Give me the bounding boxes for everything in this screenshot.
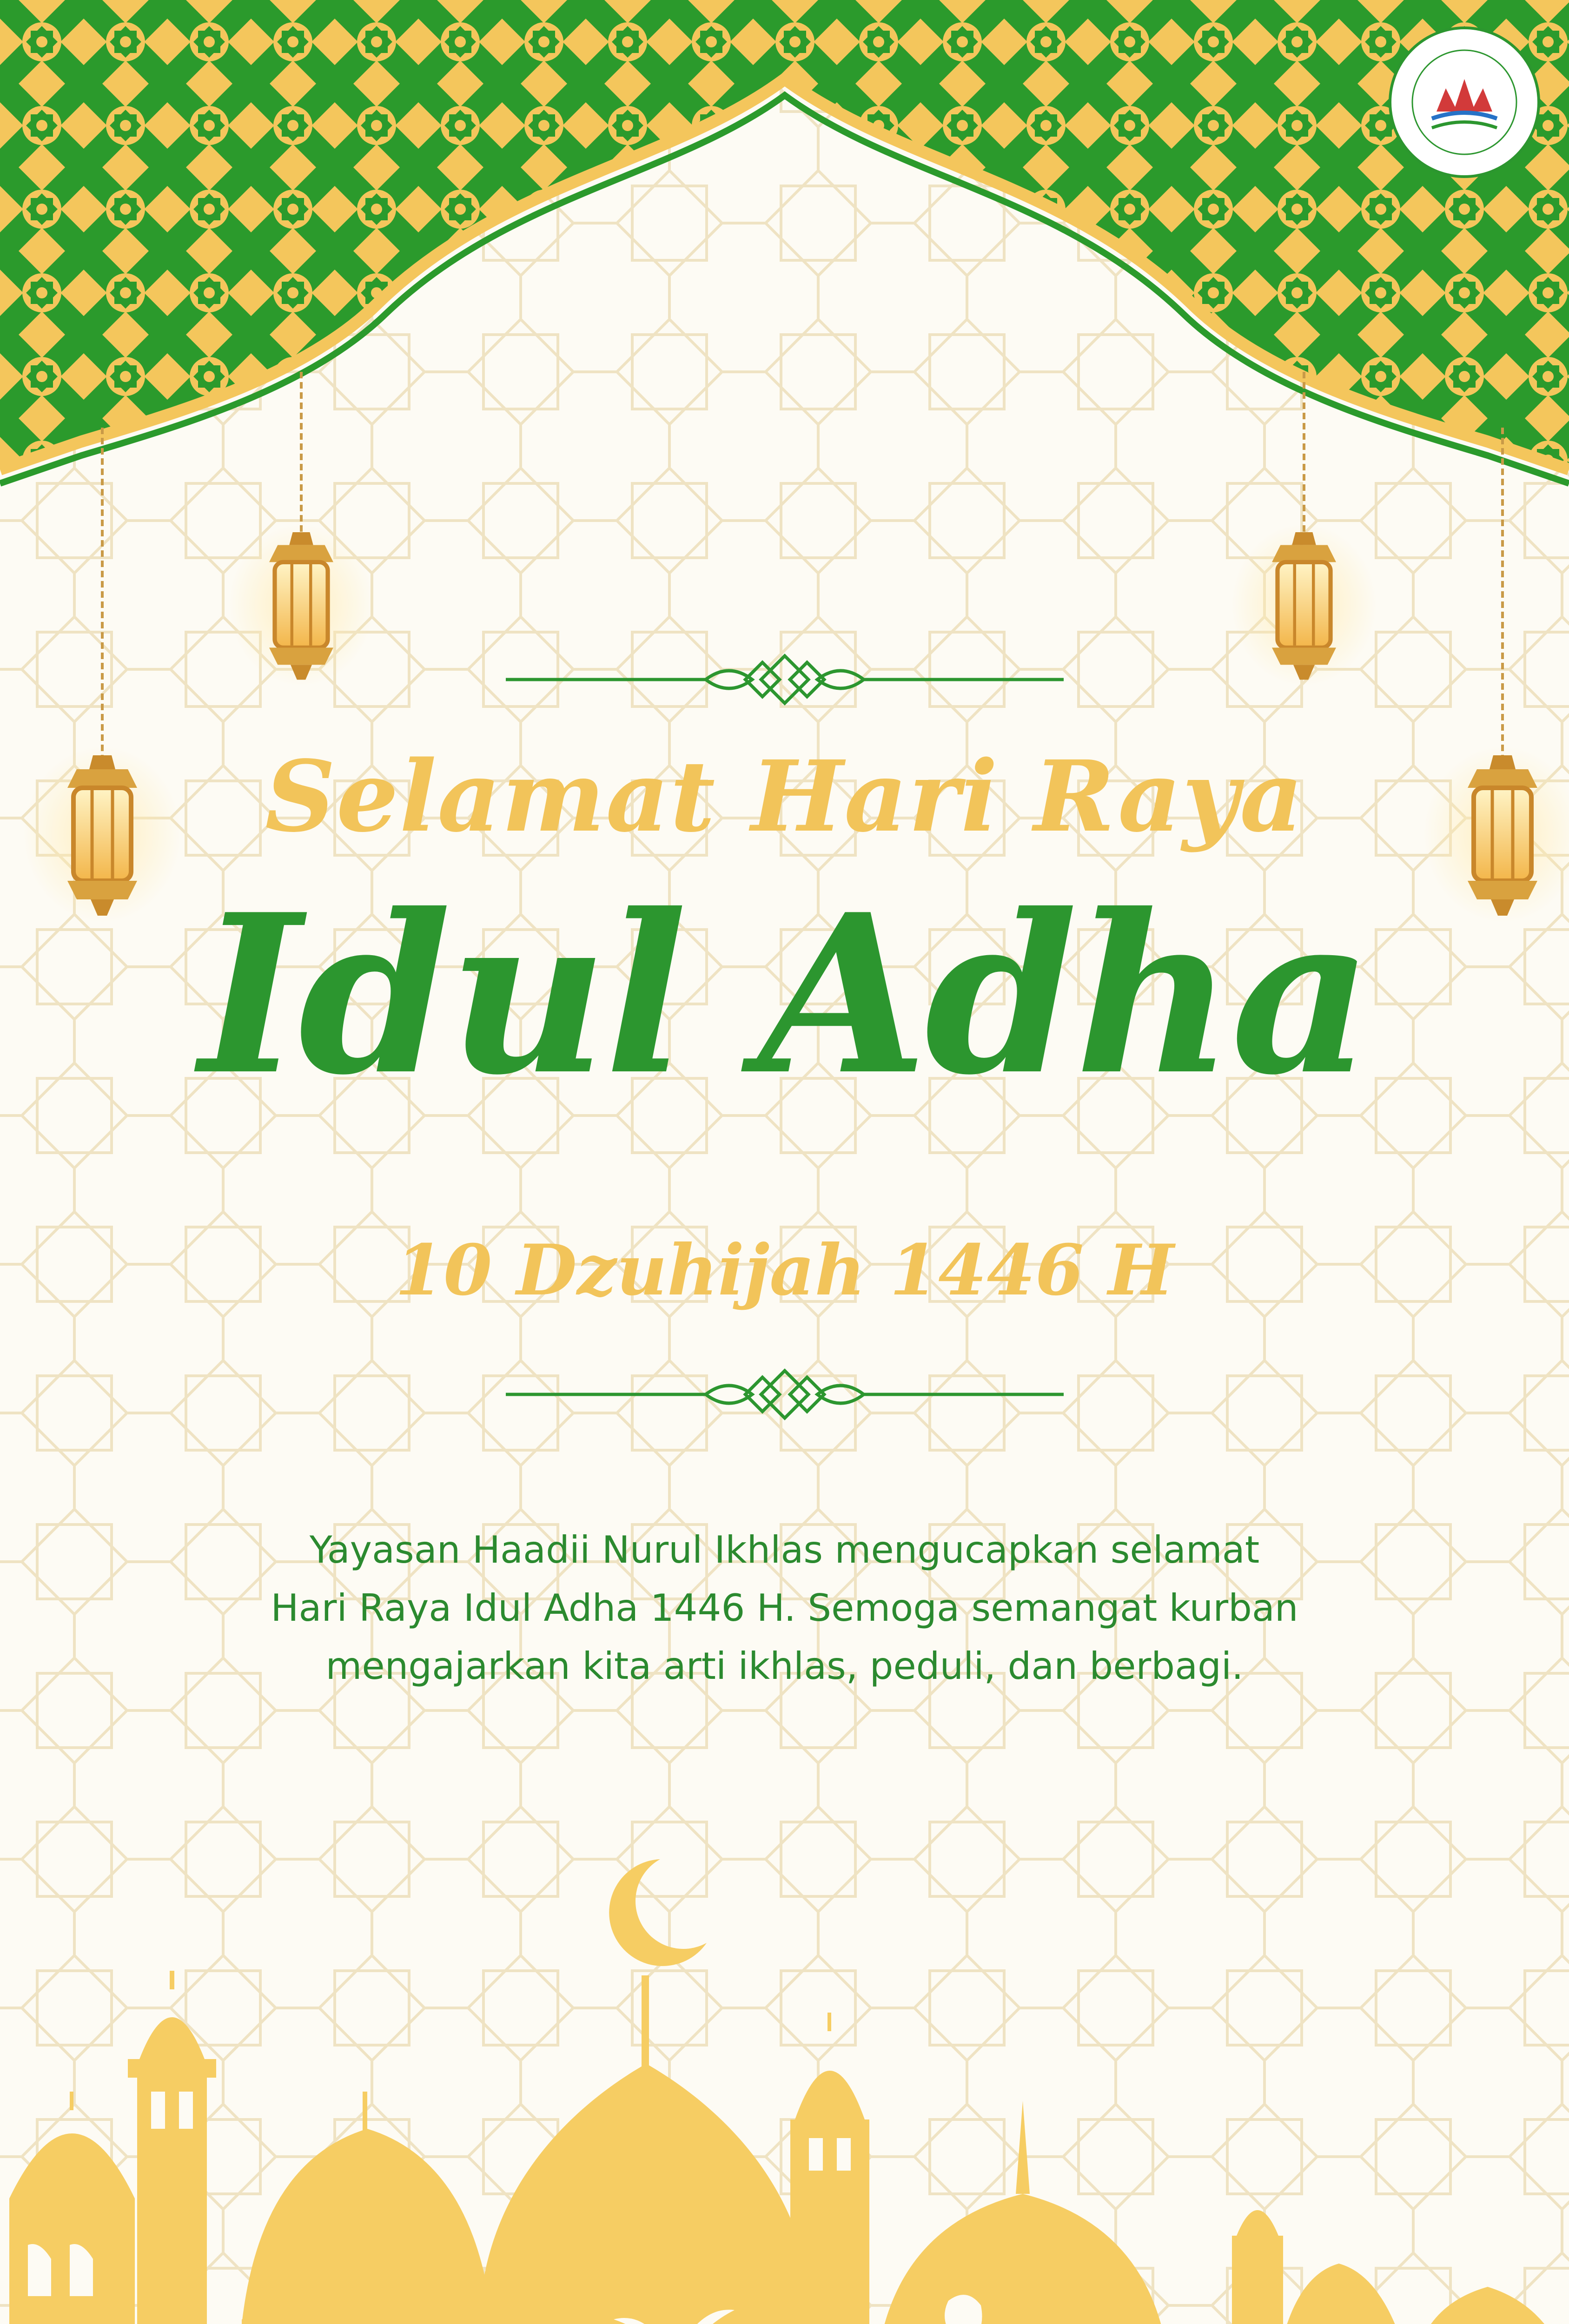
- message-line-1: Yayasan Haadii Nurul Ikhlas mengucapkan selamat: [309, 1528, 1260, 1571]
- message-line-2: Hari Raya Idul Adha 1446 H. Semoga semangat kurban: [271, 1586, 1298, 1630]
- lantern-icon: [229, 524, 374, 687]
- message-line-3: mengajarkan kita arti ikhlas, peduli, dan berbagi.: [325, 1644, 1244, 1688]
- greeting-title: Selamat Hari Raya: [265, 739, 1304, 854]
- lantern-icon: [1231, 524, 1377, 687]
- hijri-date: 10 Dzuhijah 1446 H: [395, 1229, 1174, 1311]
- greeting-headline: Idul Adha: [199, 866, 1370, 1123]
- yayasan-logo: [1390, 28, 1539, 177]
